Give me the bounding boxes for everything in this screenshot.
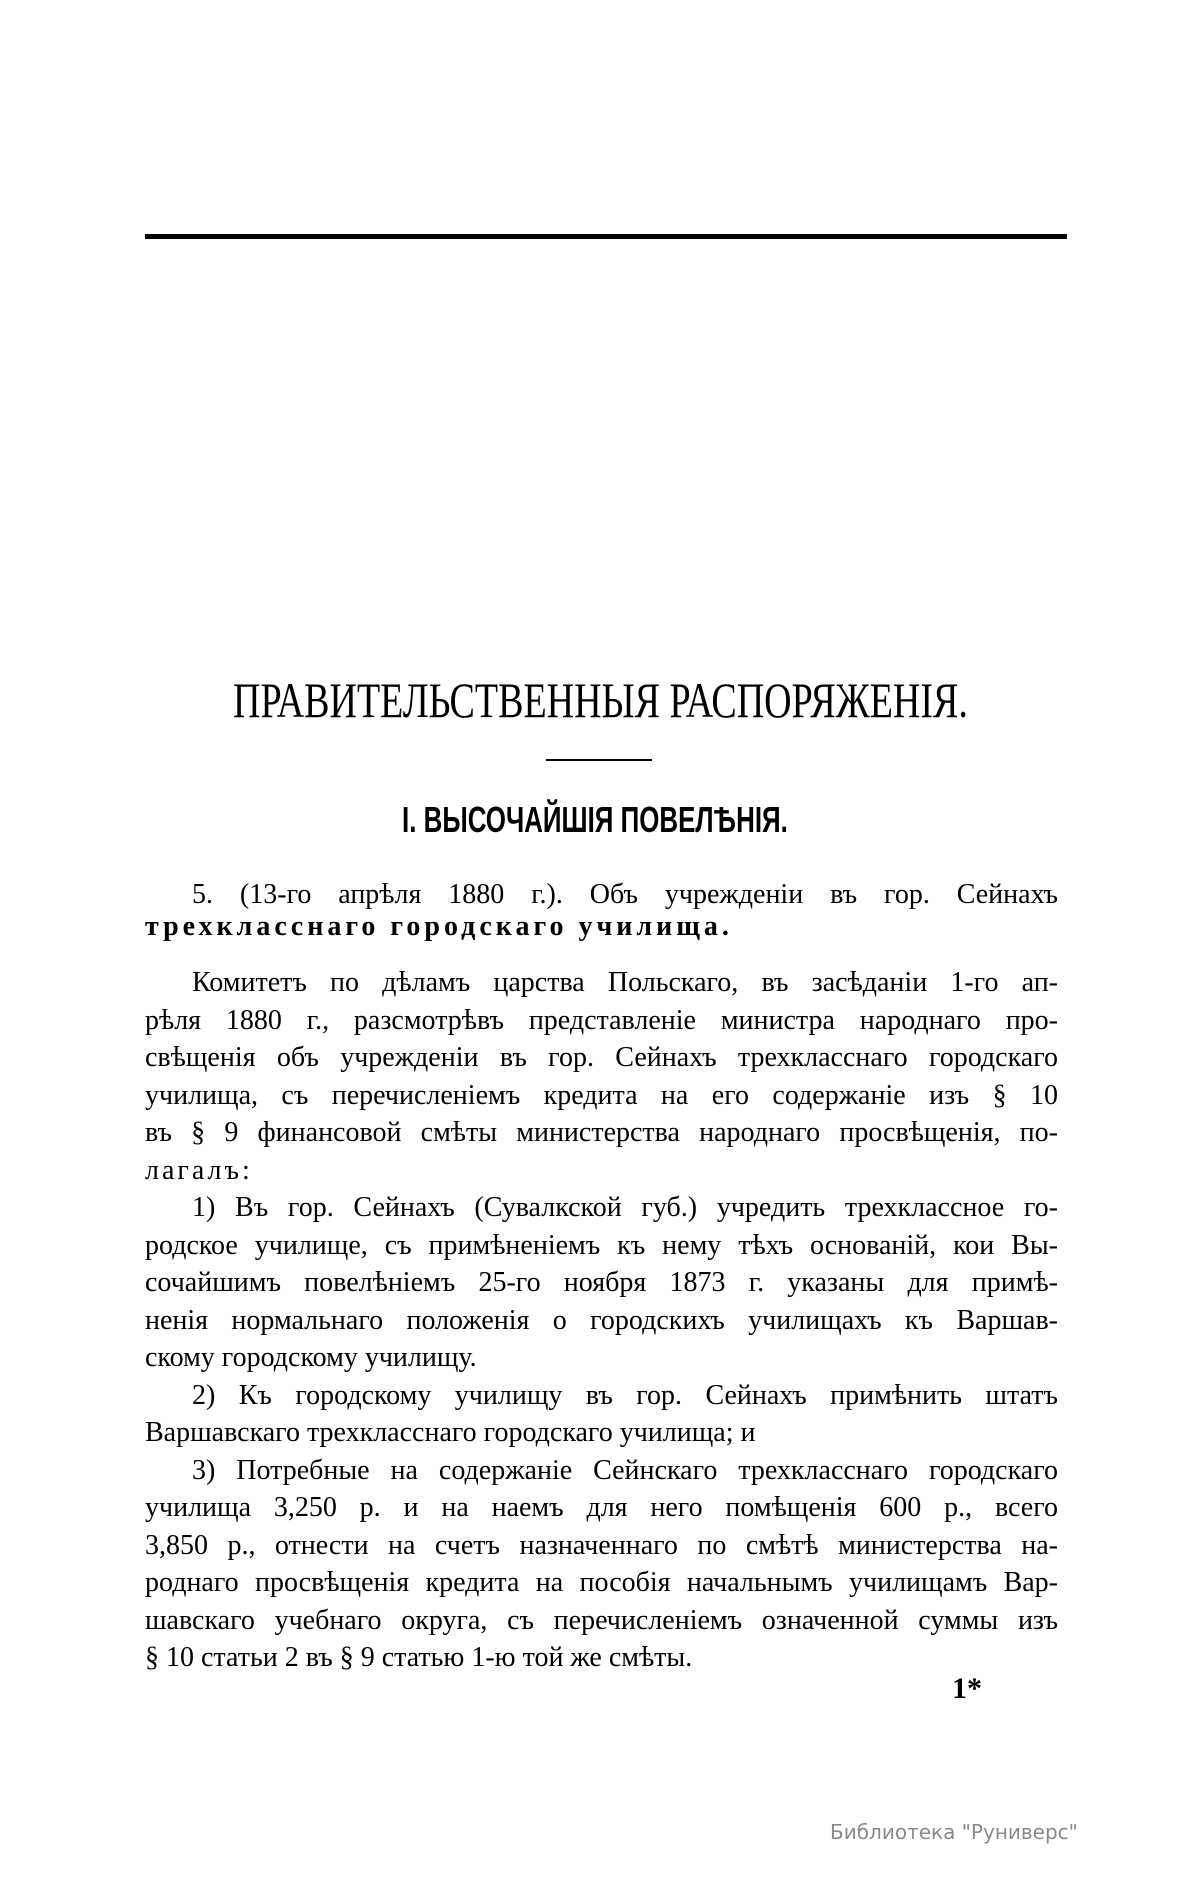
body-line: 1) Въ гор. Сейнахъ (Сувалкской губ.) учредить трехклассное го- [192,1192,1058,1223]
body-line: 3,850 р., отнести на счетъ назначеннаго по смѣтѣ министерства на- [145,1529,1058,1561]
body-line: роднаго просвѣщенія кредита на пособія начальнымъ училищамъ Вар- [145,1567,1058,1598]
body-line: скому городскому училищу. [145,1342,477,1373]
article-heading-line: трехкласснаго городскаго училища. [145,911,733,942]
body-line: 2) Къ городскому училищу въ гор. Сейнахъ примѣнить штатъ [192,1379,1058,1411]
body-line: Варшавскаго трехкласснаго городскаго училища; и [145,1417,756,1448]
body-line: свѣщенія объ учрежденіи въ гор. Сейнахъ трехкласснаго городскаго [145,1042,1058,1073]
top-rule [145,234,1067,239]
body-line: ненія нормальнаго положенія о городскихъ училищахъ къ Варшав- [145,1304,1058,1336]
page-title [0,672,1200,728]
article-heading-line: 5. (13-го апрѣля 1880 г.). Объ учрежденіи въ гор. Сейнахъ [192,879,1058,910]
body-line: родское училище, съ примѣненіемъ къ нему тѣхъ основаній, кои Вы- [145,1229,1058,1261]
body-line: рѣля 1880 г., разсмотрѣвъ представленіе министра народнаго про- [145,1004,1058,1036]
page-number: 1* [952,1672,982,1705]
body-line: училища, съ перечисленіемъ кредита на его содержаніе изъ § 10 [145,1079,1058,1111]
library-watermark: Библиотека "Руниверс" [830,1820,1078,1844]
body-line: Комитетъ по дѣламъ царства Польскаго, въ засѣданіи 1-го ап- [192,967,1058,998]
body-line: лагалъ: [145,1154,253,1186]
body-line: шавскаго учебнаго округа, съ перечисленіемъ означенной суммы изъ [145,1604,1058,1636]
body-line: 3) Потребные на содержаніе Сейнскаго трехкласснаго городскаго [192,1454,1058,1486]
body-line: § 10 статьи 2 въ § 9 статью 1-ю той же смѣты. [145,1642,693,1673]
section-heading-text: I. ВЫСОЧАЙШІЯ ПОВЕЛѢНІЯ. [402,799,788,840]
page-title-text: ПРАВИТЕЛЬСТВЕННЫЯ РАСПОРЯЖЕНІЯ. [232,672,968,728]
title-divider [546,759,652,761]
body-line: въ § 9 финансовой смѣты министерства народнаго просвѣщенія, по- [145,1117,1058,1148]
section-heading [0,800,1190,840]
body-line: сочайшимъ повелѣніемъ 25-го ноября 1873 г. указаны для примѣ- [145,1267,1058,1298]
body-line: училища 3,250 р. и на наемъ для него помѣщенія 600 р., всего [145,1492,1058,1523]
